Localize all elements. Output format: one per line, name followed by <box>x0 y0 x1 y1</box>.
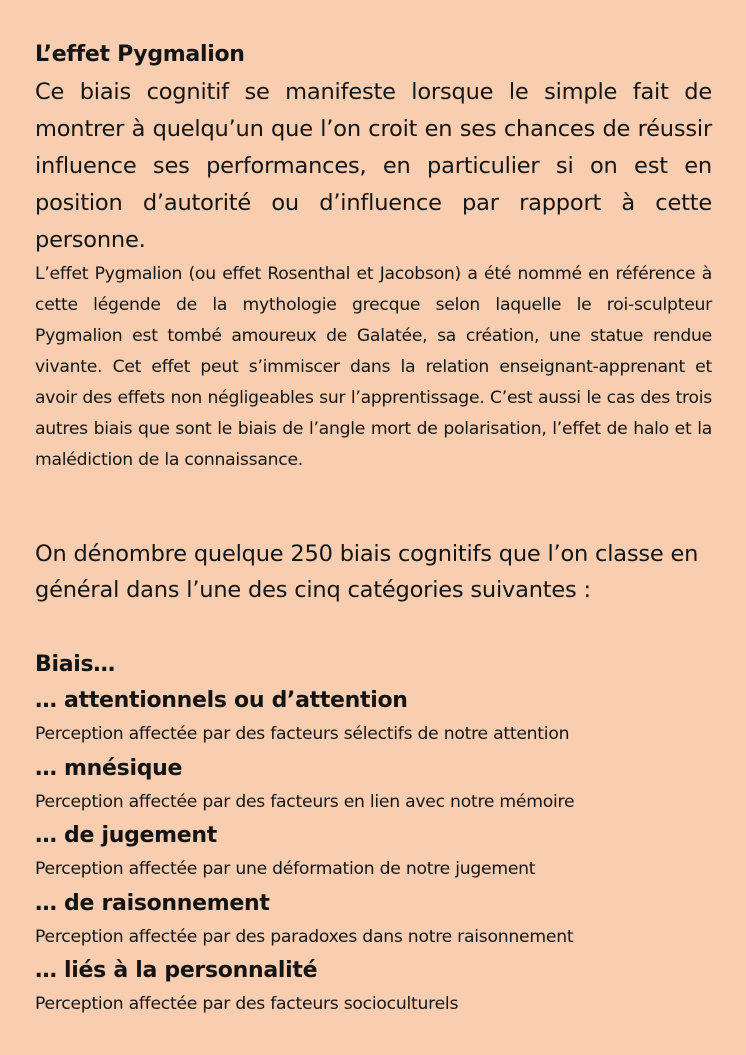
category-title: … mnésique <box>35 756 183 781</box>
intro-paragraph: Ce biais cognitif se manifeste lorsque le simple fait de montrer à quelqu’un que l’on croit en ses chances de réussir influence ses performances, en particulier si on est en position d’autorité ou d’influence par rapport à cette personne. <box>35 79 712 253</box>
category-title: … de raisonnement <box>35 891 270 916</box>
body-paragraph: L’effet Pygmalion (ou effet Rosenthal et Jacobson) a été nommé en référence à cette légende de la mythologie grecque selon laquelle le roi-sculpteur Pygmalion est tombé amoureux de Galatée, sa création, une statue rendue vivante. Cet effet peut s’immiscer dans la relation enseignant-apprenant et avoir des effets non négligeables sur l’apprentissage. C’est aussi le cas des trois autres biais que sont le biais de l’angle mort de polarisation, l’effet de halo et la malédiction de la connaissance. <box>35 264 712 470</box>
category-description: Perception affectée par des facteurs socioculturels <box>35 994 459 1014</box>
bias-count-paragraph: On dénombre quelque 250 biais cognitifs que l’on classe en général dans l’une des cinq catégories suivantes : <box>35 541 699 603</box>
section-title: L’effet Pygmalion <box>35 42 245 67</box>
category-title: … liés à la personnalité <box>35 958 318 983</box>
categories-heading: Biais… <box>35 652 115 677</box>
category-description: Perception affectée par une déformation de notre jugement <box>35 859 536 879</box>
category-title: … attentionnels ou d’attention <box>35 688 408 713</box>
category-description: Perception affectée par des facteurs en lien avec notre mémoire <box>35 792 575 812</box>
category-description: Perception affectée par des facteurs sélectifs de notre attention <box>35 724 570 744</box>
category-description: Perception affectée par des paradoxes dans notre raisonnement <box>35 927 574 947</box>
category-title: … de jugement <box>35 823 217 848</box>
